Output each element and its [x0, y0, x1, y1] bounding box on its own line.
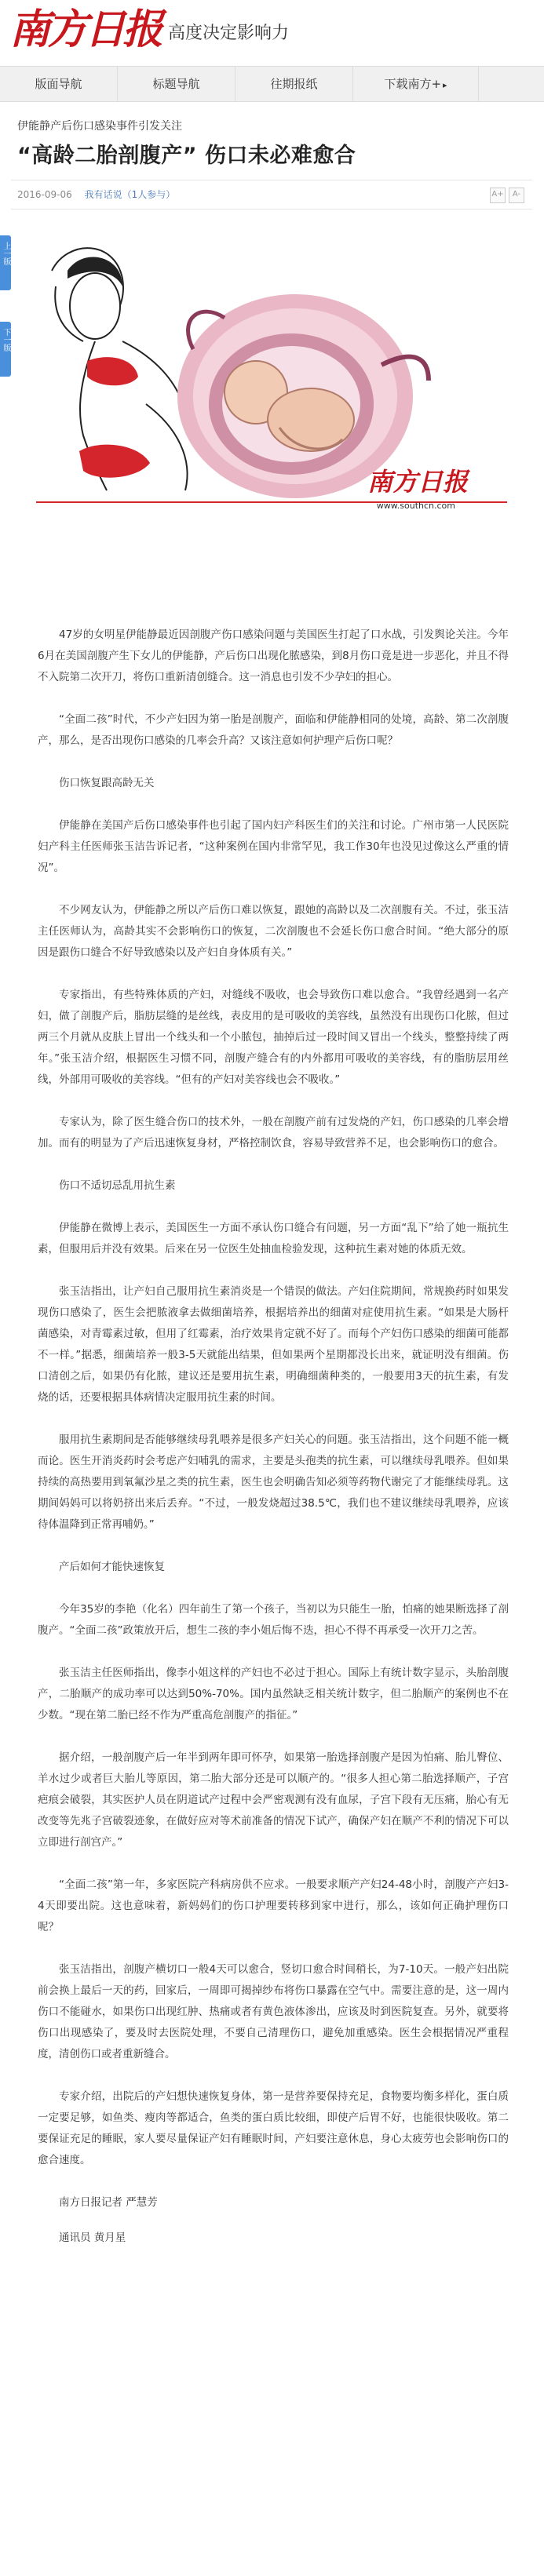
article-title: “高龄二胎剖腹产” 伤口未必难愈合: [17, 144, 356, 168]
font-decrease-button[interactable]: A-: [509, 188, 524, 203]
nav-title-navigation[interactable]: 标题导航: [118, 67, 235, 101]
article-paragraph: 专家认为，除了医生缝合伤口的技术外，一般在剖腹产前有过发烧的产妇，伤口感染的几率会增加。而有的明显为了产后迅速恢复身材，严格控制饮食，容易导致营养不足，也会影响伤口的愈合。: [38, 1116, 509, 1150]
article-paragraph: 专家介绍，出院后的产妇想快速恢复身体，第一是营养要保持充足，食物要均衡多样化，蛋白质一定要足够，如鱼类、瘦肉等都适合，鱼类的蛋白质比较细，即使产后胃不好，也能很快吸收。第二要保证充足的睡眠，家人要尽量保证产妇有睡眠时间，产妇要注意休息，身心太疲劳也会影响伤口的愈合速度。: [38, 2090, 509, 2166]
article-paragraph: 今年35岁的李艳（化名）四年前生了第一个孩子，当初以为只能生一胎，怕痛的她果断选择了剖腹产。“全面二孩”政策放开后，想生二孩的李小姐后悔不迭，担心不得不再承受一次开刀之苦。: [38, 1603, 509, 1637]
comment-label: 我有话说: [84, 189, 122, 200]
logo-text: 南方日报: [9, 5, 161, 53]
article-paragraph: 伊能静在美国产后伤口感染事件也引起了国内妇产科医生们的关注和讨论。广州市第一人民医院妇产科主任医师张玉洁告诉记者，“这种案例在国内非常罕见，我工作30年也没见过像这么严重的情况”。: [38, 819, 509, 874]
article-paragraph: 张玉洁主任医师指出，像李小姐这样的产妇也不必过于担心。国际上有统计数字显示，头胎剖腹产，二胎顺产的成功率可以达到50%-70%。国内虽然缺乏相关统计数字，但二胎顺产的案例也不在少数。“现在第二胎已经不作为严重高危剖腹产的指征。”: [38, 1667, 509, 1722]
comment-count: （1人参与）: [122, 189, 176, 200]
article-container: [8, 118, 535, 530]
article-body: [8, 596, 537, 2263]
nav-download-app[interactable]: [353, 67, 479, 101]
article-paragraph: 张玉洁指出，让产妇自己服用抗生素消炎是一个错误的做法。产妇住院期间，常规换药时如果发现伤口感染了，医生会把脓液拿去做细菌培养，根据培养出的细菌对症使用抗生素。“如果是大肠杆菌感染，对青霉素过敏，但用了红霉素，治疗效果肯定就不好了。而每个产妇伤口感染的细菌可能都不一样。”据悉，细菌培养一般3-5天就能出结果，但如果两个星期都没长出来，就证明没有细菌。伤口清创之后，如果仍有化脓，建议还是要用抗生素，明确细菌种类的，一般要用3天的抗生素，有发烧的话，还要根据具体病情决定服用抗生素的时间。: [38, 1285, 509, 1404]
byline: 南方日报记者 严慧芳: [59, 2196, 158, 2209]
article-paragraph: “全面二孩”第一年，多家医院产科病房供不应求。一般要求顺产产妇24-48小时，剖腹产产妇3-4天即要出院。这也意味着，新妈妈们的伤口护理要转移到家中进行，那么，该如何正确护理伤口呢？: [38, 1878, 509, 1933]
article-paragraph: 据介绍，一般剖腹产后一年半到两年即可怀孕，如果第一胎选择剖腹产是因为怕痛、胎儿臀位、羊水过少或者巨大胎儿等原因，第二胎大部分还是可以顺产的。“很多人担心第二胎选择顺产，子宫疤痕会破裂，其实医护人员在阴道试产过程中会严密观测有没有血尿，子宫下段有无压痛，胎心有无改变等先兆子宫破裂迹象，在做好应对等术前准备的情况下试产，确保产妇在顺产不利的情况下可以立即进行剖宫产。”: [38, 1751, 509, 1849]
article-hero-image: [20, 224, 523, 530]
nav-download-label: 下载南方+: [384, 77, 442, 91]
site-logo[interactable]: [9, 5, 289, 55]
article-paragraph: 伊能静在微博上表示，美国医生一方面不承认伤口缝合有问题，另一方面“乱下”给了她一瓶抗生素，但服用后并没有效果。后来在另一位医生处抽血检验发现，这种抗生素对她的体质无效。: [38, 1222, 509, 1255]
article-paragraph: 47岁的女明星伊能静最近因剖腹产伤口感染问题与美国医生打起了口水战，引发舆论关注。今年6月在美国剖腹产生下女儿的伊能静，产后伤口出现化脓感染，到8月伤口竟是进一步恶化，并且不得不入院第二次开刀，将伤口重新清创缝合。这一消息也引发不少孕妇的担心。: [38, 629, 509, 683]
font-increase-button[interactable]: A+: [490, 188, 506, 203]
site-slogan: 高度决定影响力: [168, 23, 290, 43]
article-meta-bar: [11, 180, 532, 210]
section-heading: 伤口恢复跟高龄无关: [59, 777, 155, 789]
nav-past-issues[interactable]: 往期报纸: [235, 67, 353, 101]
article-paragraph: 专家指出，有些特殊体质的产妇，对缝线不吸收，也会导致伤口难以愈合。“我曾经遇到一名产妇，做了剖腹产后，脂肪层缝的是丝线，表皮用的是可吸收的美容线，虽然没有出现伤口化脓，但过两三个月就从皮肤上冒出一个线头和一个小脓包，抽掉后过一段时间又冒出一个线头，整整持续了两年。”张玉洁介绍，根据医生习惯不同，剖腹产缝合有的内外都用可吸收的美容线，有的脂肪层用丝线，外部用可吸收的美容线。“但有的产妇对美容线也会不吸收。”: [38, 989, 509, 1086]
article-paragraph: 不少网友认为，伊能静之所以产后伤口难以恢复，跟她的高龄以及二次剖腹有关。不过，张玉洁主任医师认为，高龄其实不会影响伤口的恢复，二次剖腹也不会延长伤口愈合时间。“绝大部分的原因是跟伤口缝合不好导致感染以及产妇自身体质有关。”: [38, 904, 509, 959]
nav-layout-navigation[interactable]: 版面导航: [0, 67, 118, 101]
site-header: [0, 0, 544, 66]
byline: 通讯员 黄月星: [59, 2232, 126, 2244]
prev-page-label: 上一版: [2, 242, 10, 265]
chevron-right-icon: ▸: [443, 80, 447, 90]
next-page-label: 下一版: [2, 328, 10, 352]
article-paragraph: “全面二孩”时代，不少产妇因为第一胎是剖腹产，面临和伊能静相同的处境，高龄、第二次剖腹产，那么，是否出现伤口感染的几率会升高？又该注意如何护理产后伤口呢？: [38, 713, 509, 747]
watermark-url: www.southcn.com: [376, 501, 455, 511]
watermark-logo: 南方日报: [367, 467, 468, 497]
article-subtitle: 伊能静产后伤口感染事件引发关注: [17, 120, 182, 133]
article-date: 2016-09-06: [17, 189, 72, 200]
comment-link[interactable]: [85, 189, 176, 200]
section-heading: 伤口不适切忌乱用抗生素: [59, 1179, 176, 1192]
section-heading: 产后如何才能快速恢复: [59, 1561, 165, 1573]
article-paragraph: 服用抗生素期间是否能够继续母乳喂养是很多产妇关心的问题。张玉洁指出，这个问题不能一概而论。医生开消炎药时会考虑产妇哺乳的需求，主要是头孢类的抗生素，可以继续母乳喂养。但如果持续的高热要用到氧氟沙星之类的抗生素，医生也会明确告知必须等药物代谢完了才能继续母乳。这期间妈妈可以将奶挤出来后丢弃。“不过，一般发烧超过38.5℃，我们也不建议继续母乳喂养，应该待体温降到正常再哺奶。”: [38, 1434, 509, 1531]
main-nav: [0, 66, 544, 102]
article-paragraph: 张玉洁指出，剖腹产横切口一般4天可以愈合，竖切口愈合时间稍长，为7-10天。一般产妇出院前会换上最后一天的药，回家后，一周即可揭掉纱布将伤口暴露在空气中。需要注意的是，这一周内伤口不能碰水，如果伤口出现红肿、热痛或者有黄色液体渗出，应该及时到医院复查。另外，就要将伤口出现感染了，要及时去医院处理，不要自己清理伤口，避免加重感染。医生会根据情况严重程度，清创伤口或者重新缝合。: [38, 1963, 509, 2060]
